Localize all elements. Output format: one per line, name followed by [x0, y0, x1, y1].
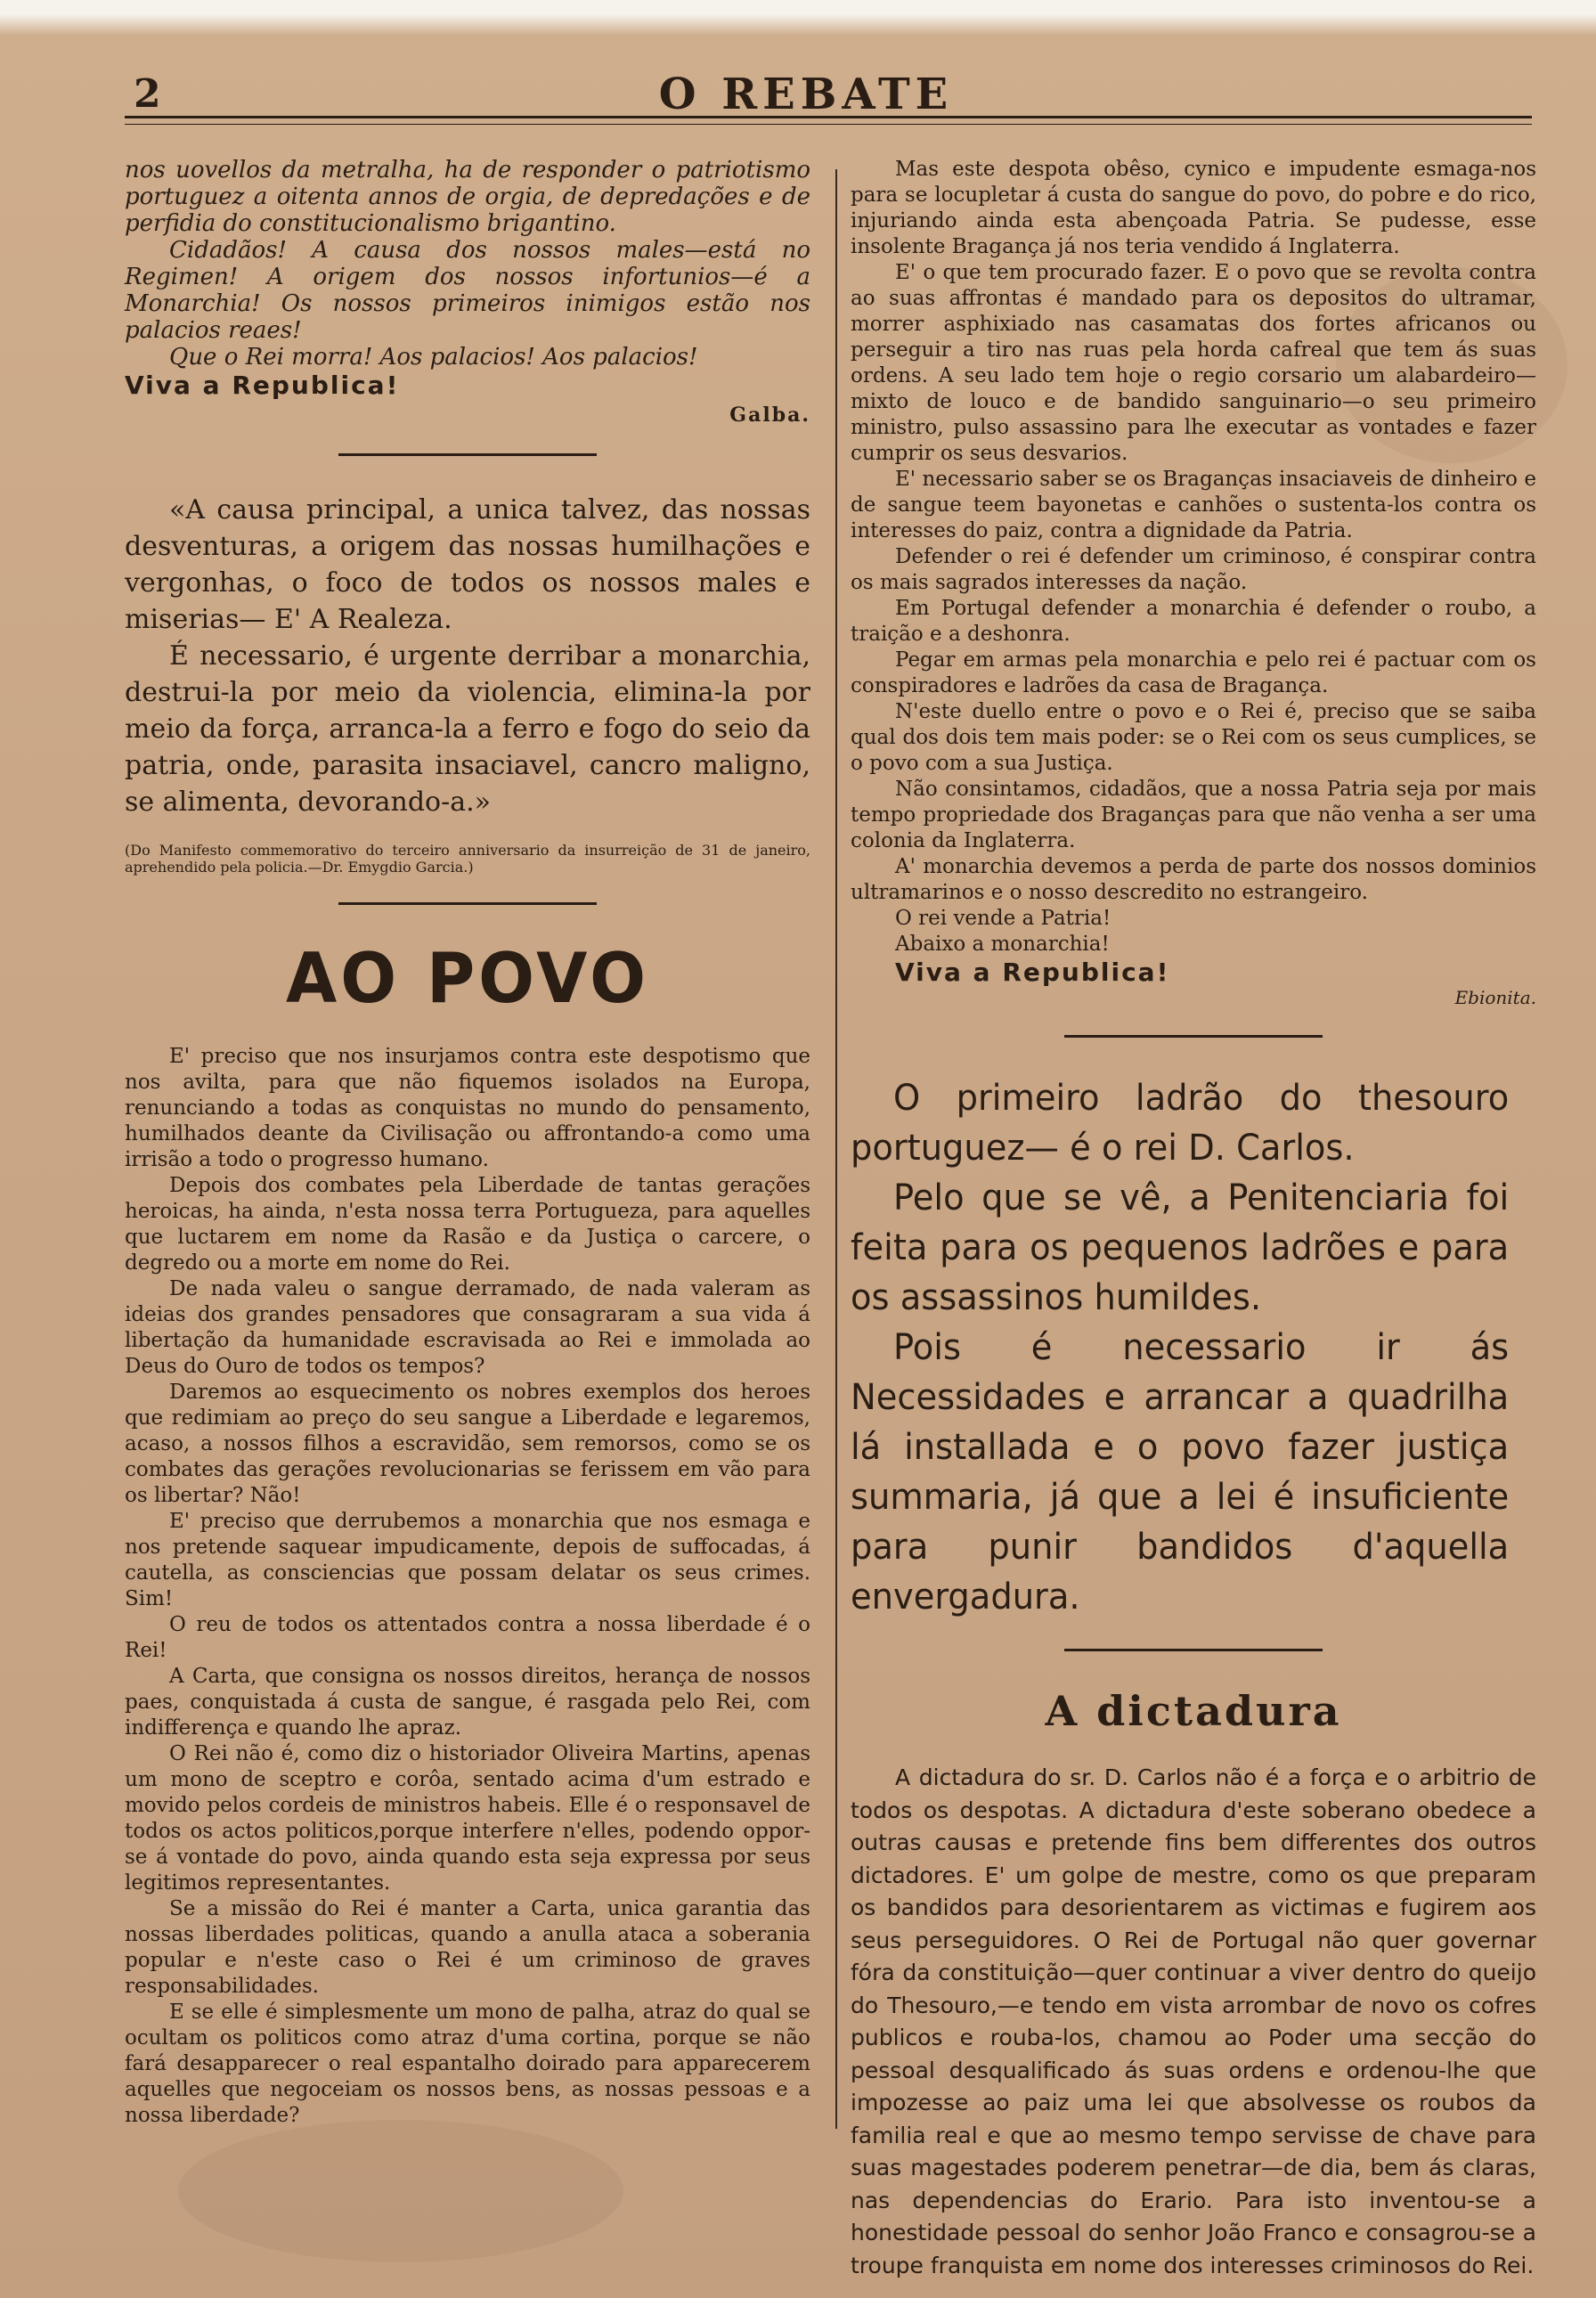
article-paragraph: Mas este despota obêso, cynico e impudente esmaga-nos para se locupletar á custa do sangue do povo, do pobre e do rico, injuriando ainda esta abençoada Patria. Se pudesse, esse insolente Bragança já nos teria vendido á Inglaterra. — [851, 158, 1536, 258]
article-paragraph: O Rei não é, como diz o historiador Oliveira Martins, apenas um mono de sceptro e corôa, sentado acima d'um estrado e movido pelos cordeis de ministros habeis. Elle é o responsavel de todos os actos politicos,porque interfere n'elles, podendo oppor-se á vontade do povo, ainda quando esta seja expressa por seus legitimos representantes. — [125, 1742, 810, 1895]
article-paragraph: N'este duello entre o povo e o Rei é, preciso que se saiba qual dos dois tem mais poder: se o Rei com os seus cumplices, se o povo com a sua Justiça. — [851, 700, 1536, 775]
article-paragraph: nos uovellos da metralha, ha de responder o patriotismo portuguez a oitenta annos de orgia, de depredações e de perfidia do constitucionalismo brigantino. — [125, 157, 810, 237]
newspaper-title: O REBATE — [658, 69, 954, 119]
article-paragraph: Cidadãos! A causa dos nossos males—está no Regimen! A origem dos nossos infortunios—é a Monarchia! Os nossos primeiros inimigos estão nos palacios reaes! — [125, 237, 810, 344]
article-paragraph: E' preciso que nos insurjamos contra este despotismo que nos avilta, para que não fiquemos isolados na Europa, renunciando a todas as conquistas no mundo do pensamento, humilhados deante da Civilisação ou affrontando-a como uma irrisão a todo o progresso humano. — [125, 1045, 810, 1171]
quote-source-note: (Do Manifesto commemorativo do terceiro anniversario da insurreição de 31 de janeiro, aprehendido pela policia.—Dr. Emygdio Garcia.) — [125, 842, 810, 876]
article-paragraph: O reu de todos os attentados contra a nossa liberdade é o Rei! — [125, 1613, 810, 1662]
page-number: 2 — [134, 71, 161, 117]
article-paragraph: O primeiro ladrão do thesouro portuguez— é o rei D. Carlos. — [851, 1078, 1510, 1169]
left-column — [125, 157, 810, 2129]
column-divider — [835, 169, 837, 2129]
quote-paragraph: «A causa principal, a unica talvez, das nossas desventuras, a origem das nossas humilhações e vergonhas, o foco de todos os nossos males e miserias— E' A Realeza. — [125, 494, 810, 635]
article-paragraph: A dictadura do sr. D. Carlos não é a força e o arbitrio de todos os despotas. A dictadura d'este soberano obedece a outras causas e pretende fins bem differentes dos outros dictadores. E' um golpe de mestre, como os que preparam os bandidos para desorientarem as victimas e fugirem aos seus perseguidores. O Rei de Portugal não quer governar fóra da constituição—quer continuar a viver dentro do queijo do Thesouro,—e tendo em vista arrombar de novo os cofres publicos e rouba-los, chamou ao Poder uma secção do pessoal desqualificado ás suas ordens e ordenou-lhe que impozesse ao paiz uma lei que absolvesse os roubos da familia real e que ao mesmo tempo servisse de chave para suas magestades poderem penetrar—de dia, bem ás claras, nas dependencias do Erario. Para isto inventou-se a honestidade pessoal do senhor João Franco e consagrou-se a troupe franquista em nome dos interesses criminosos do Rei. — [851, 1764, 1536, 2278]
article-paragraph: A' monarchia devemos a perda de parte dos nossos dominios ultramarinos e o nosso descredito no estrangeiro. — [851, 855, 1536, 904]
manifesto-quote — [125, 492, 810, 876]
article-headline: AO POVO — [286, 938, 649, 1020]
rallying-cry: Viva a Republica! — [125, 371, 400, 400]
ebionita-article — [851, 157, 1536, 1008]
article-paragraph: Em Portugal defender a monarchia é defender o roubo, a traição e a deshonra. — [851, 597, 1536, 646]
author-signature: Ebionita. — [1454, 987, 1536, 1008]
author-signature: Galba. — [729, 403, 810, 427]
article-paragraph: Pegar em armas pela monarchia e pelo rei é pactuar com os conspiradores e ladrões da casa de Bragança. — [851, 648, 1536, 697]
section-divider — [1064, 1649, 1323, 1651]
article-paragraph: A Carta, que consigna os nossos direitos, herança de nossos paes, conquistada á custa de sangue, é rasgada pelo Rei, com indifferença e quando lhe apraz. — [125, 1665, 810, 1740]
paper-stain — [178, 2120, 623, 2262]
article-paragraph: E se elle é simplesmente um mono de palha, atraz do qual se ocultam os politicos como atraz d'uma cortina, porque se não fará desapparecer o real espantalho doirado para apparecerem aquelles que negoceiam os nossos bens, as nossas pessoas e a nossa liberdade? — [125, 2001, 810, 2127]
article-paragraph: E' necessario saber se os Braganças insaciaveis de dinheiro e de sangue teem bayonetas e canhões o sustenta-los contra os interesses do paiz, contra a dignidade da Patria. — [851, 468, 1536, 542]
article-paragraph: Se a missão do Rei é manter a Carta, unica garantia das nossas liberdades politicas, quando a anulla ataca a soberania popular e n'este caso o Rei é um criminoso de graves responsabilidades. — [125, 1897, 810, 1998]
article-paragraph: De nada valeu o sangue derramado, de nada valeram as ideias dos grandes pensadores que consagraram a sua vida á libertação da humanidade escravisada ao Rei e immolada ao Deus do Ouro de todos os tempos? — [125, 1277, 810, 1378]
article-paragraph: Depois dos combates pela Liberdade de tantas gerações heroicas, ha ainda, n'esta nossa terra Portugueza, para aquelles que luctarem em nome da Rasão e da Justiça o carcere, o degredo ou a morte em nome do Rei. — [125, 1174, 810, 1275]
article-paragraph: Abaixo a monarchia! — [895, 933, 1110, 956]
article-paragraph: O rei vende a Patria! — [895, 907, 1112, 930]
section-divider — [1064, 1035, 1323, 1038]
article-headline: A dictadura — [1045, 1687, 1342, 1735]
article-paragraph: Não consintamos, cidadãos, que a nossa Patria seja por mais tempo propriedade dos Braganças para que não venha a ser uma colonia da Inglaterra. — [851, 778, 1536, 852]
torn-edge — [0, 0, 1596, 36]
dictadura-article — [851, 1687, 1536, 2282]
article-paragraph: E' o que tem procurado fazer. E o povo que se revolta contra ao suas affrontas é mandado para os depositos do ultramar, morrer asphixiado nas casamatas dos fortes africanos ou perseguir a tiro nas ruas pela horda cafreal que tem ás suas ordens. A seu lado tem hoje o regio corsario um alabardeiro— mixto de louco e de bandido sanguinario—o seu primeiro ministro, pulso assassino para lhe executar as vontades e fazer cumprir os seus desvarios. — [851, 261, 1536, 465]
section-divider — [338, 453, 597, 456]
quote-paragraph: É necessario, é urgente derribar a monarchia, destrui-la por meio da violencia, elimina-la por meio da força, arranca-la a ferro e fogo do seio da patria, onde, parasita insaciavel, cancro maligno, se alimenta, devorando-a.» — [125, 640, 810, 818]
masthead-rule — [125, 116, 1532, 125]
article-paragraph: Pois é necessario ir ás Necessidades e arrancar a quadrilha lá installada e o povo fazer justiça summaria, já que a lei é insuficiente para punir bandidos d'aquella envergadura. — [851, 1327, 1510, 1618]
rallying-cry: Viva a Republica! — [895, 958, 1170, 987]
article-paragraph: Daremos ao esquecimento os nobres exemplos dos heroes que redimiam ao preço do seu sangue a Liberdade e legaremos, acaso, a nossos filhos a escravidão, sem remorsos, como se os combates das gerações revolucionarias se ferissem em vão para os libertar? Não! — [125, 1381, 810, 1507]
article-paragraph: Que o Rei morra! Aos palacios! Aos palacios! — [169, 344, 698, 371]
ao-povo-article — [125, 938, 810, 2129]
ladrao-article — [851, 1073, 1536, 1622]
article-paragraph: Pelo que se vê, a Penitenciaria foi feita para os pequenos ladrões e para os assassinos humildes. — [851, 1178, 1510, 1318]
article-paragraph: E' preciso que derrubemos a monarchia que nos esmaga e nos pretende saquear impudicamente, depois de suffocadas, á cautella, as consciencias que possam delatar os seus crimes. Sim! — [125, 1510, 810, 1610]
galba-article — [125, 157, 810, 427]
section-divider — [338, 902, 597, 905]
right-column — [851, 157, 1536, 2282]
article-paragraph: Defender o rei é defender um criminoso, é conspirar contra os mais sagrados interesses da nação. — [851, 545, 1536, 594]
